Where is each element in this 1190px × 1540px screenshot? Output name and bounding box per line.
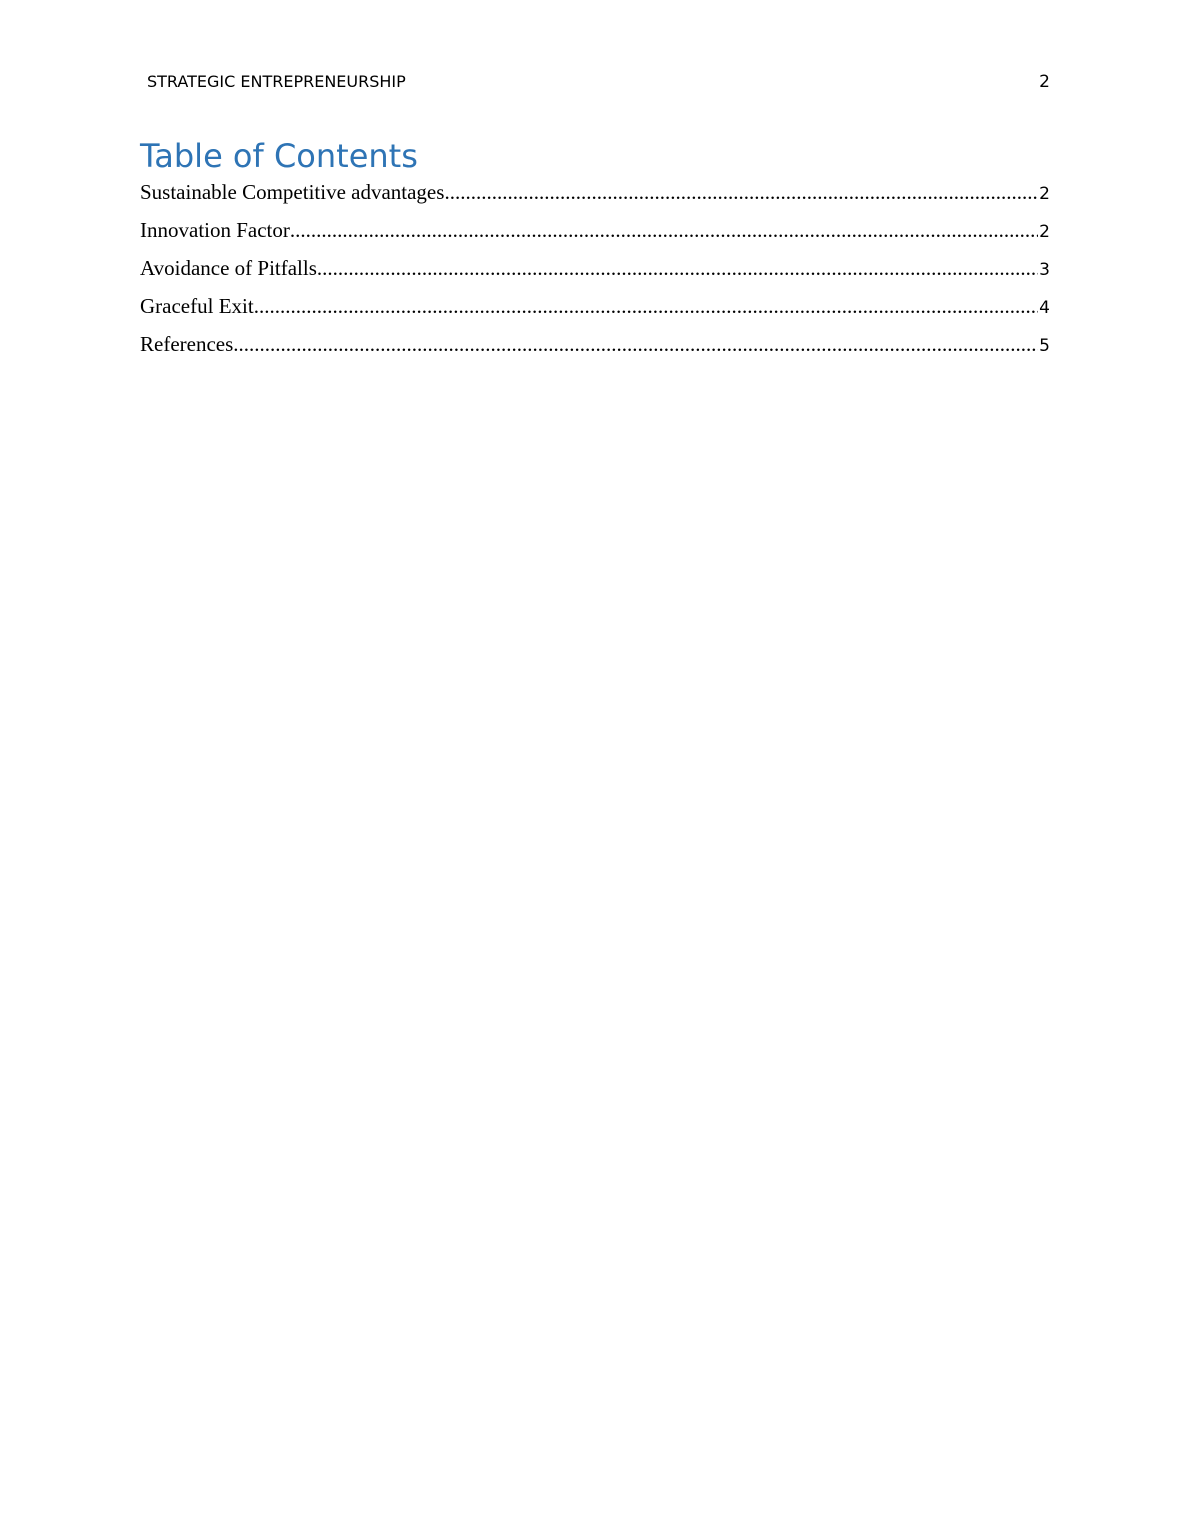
toc-entry-sustainable-competitive-advantages[interactable] <box>140 178 1050 216</box>
toc-entry-page[interactable]: 2 <box>1039 222 1050 242</box>
toc-title: Table of Contents <box>140 137 418 175</box>
toc-dot-leader <box>233 330 1038 358</box>
toc-entry-avoidance-of-pitfalls[interactable] <box>140 254 1050 292</box>
running-head: STRATEGIC ENTREPRENEURSHIP <box>147 72 406 91</box>
toc-list <box>140 178 1050 368</box>
toc-entry-label[interactable]: Graceful Exit <box>140 294 254 318</box>
toc-dot-leader <box>444 178 1038 206</box>
toc-dot-leader <box>290 216 1038 244</box>
toc-dot-leader <box>317 254 1038 282</box>
toc-entry-page[interactable]: 3 <box>1039 260 1050 280</box>
toc-dot-leader <box>254 292 1038 320</box>
toc-entry-label[interactable]: Innovation Factor <box>140 218 290 242</box>
toc-entry-references[interactable] <box>140 330 1050 368</box>
toc-entry-page[interactable]: 2 <box>1039 184 1050 204</box>
toc-entry-page[interactable]: 5 <box>1039 336 1050 356</box>
page-number: 2 <box>1039 72 1050 92</box>
toc-entry-label[interactable]: Sustainable Competitive advantages <box>140 180 445 204</box>
toc-entry-page[interactable]: 4 <box>1039 298 1050 318</box>
toc-entry-label[interactable]: Avoidance of Pitfalls <box>140 256 317 280</box>
toc-entry-innovation-factor[interactable] <box>140 216 1050 254</box>
toc-entry-graceful-exit[interactable] <box>140 292 1050 330</box>
toc-entry-label[interactable]: References <box>140 332 234 356</box>
